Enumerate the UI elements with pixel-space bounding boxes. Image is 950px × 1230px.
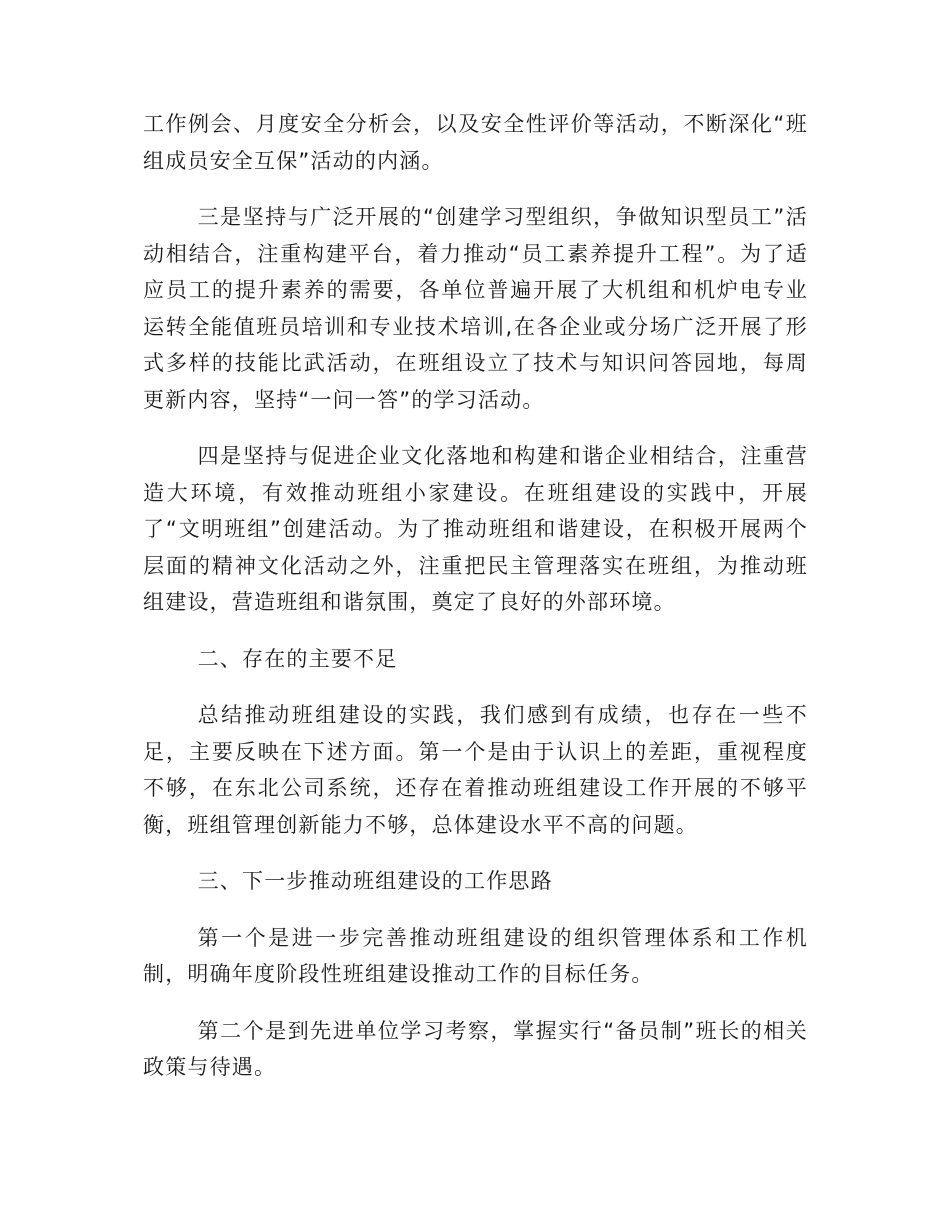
paragraph-shortcomings: 总结推动班组建设的实践，我们感到有成绩，也存在一些不足，主要反映在下述方面。第一个是由于认识上的差距，重视程度不够，在东北公司系统，还存在着推动班组建设工作开展的不够平衡，班组管理创新能力不够，总体建设水平不高的问题。	[143, 703, 808, 837]
section-heading-shortcomings: 二、存在的主要不足	[197, 646, 398, 671]
paragraph-next-step-two: 第二个是到先进单位学习考察，掌握实行“备员制”班长的相关政策与待遇。	[143, 1018, 808, 1079]
paragraph-continuation: 工作例会、月度安全分析会，以及安全性评价等活动，不断深化“班组成员安全互保”活动的内涵。	[143, 112, 808, 173]
section-heading-next-steps: 三、下一步推动班组建设的工作思路	[197, 869, 553, 893]
paragraph-point-four: 四是坚持与促进企业文化落地和构建和谐企业相结合，注重营造大环境，有效推动班组小家建设。在班组建设的实践中，开展了“文明班组”创建活动。为了推动班组和谐建设，在积极开展两个层面的精神文化活动之外，注重把民主管理落实在班组，为推动班组建设，营造班组和谐氛围，奠定了良好的外部环境。	[143, 444, 808, 614]
paragraph-next-step-one: 第一个是进一步完善推动班组建设的组织管理体系和工作机制，明确年度阶段性班组建设推动工作的目标任务。	[143, 925, 808, 986]
document-body	[143, 106, 808, 1106]
paragraph-point-three: 三是坚持与广泛开展的“创建学习型组织，争做知识型员工”活动相结合，注重构建平台，着力推动“员工素养提升工程”。为了适应员工的提升素养的需要，各单位普遍开展了大机组和机炉电专业运转全能值班员培训和专业技术培训,在各企业或分场广泛开展了形式多样的技能比武活动，在班组设立了技术与知识问答园地，每周更新内容，坚持“一问一答”的学习活动。	[143, 205, 808, 412]
